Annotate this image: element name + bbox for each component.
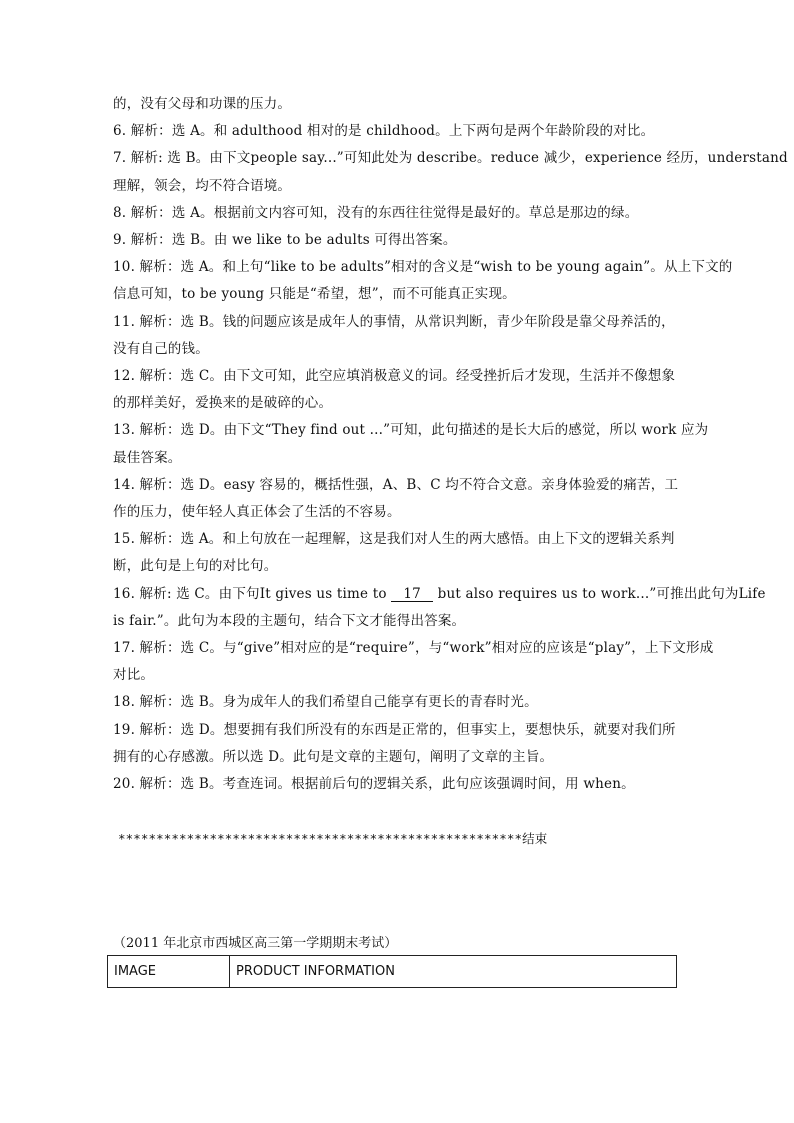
text-segment: but also requires us to work...”可推出此句为Life [433,585,766,602]
text-segment: 16. 解析: 选 C。由下句It gives us time to [113,585,392,602]
text-line: 6. 解析：选 A。和 adulthood 相对的是 childhood。上下两句是两个年龄阶段的对比。 [113,123,655,140]
table-header-product-info: PRODUCT INFORMATION [230,956,677,988]
text-line: 20. 解析：选 B。考查连词。根据前后句的逻辑关系，此句应该强调时间，用 when。 [113,776,635,792]
exam-caption: （2011 年北京市西城区高三第一学期期末考试） [113,936,398,951]
text-line: 理解，领会，均不符合语境。 [113,177,292,194]
text-line: 11. 解析：选 B。钱的问题应该是成年人的事情，从常识判断，青少年阶段是靠父母养活的， [113,313,675,330]
text-line: 的那样美好，爱换来的是破碎的心。 [113,395,333,412]
text-line: 12. 解析：选 C。由下文可知，此空应填消极意义的词。经受挫折后才发现，生活并不像想象 [113,368,676,384]
text-line: 17. 解析：选 C。与“give”相对应的是“require”，与“work”相对应的应该是“play”，上下文形成 [113,640,714,656]
text-line: 19. 解析：选 D。想要拥有我们所没有的东西是正常的，但事实上，要想快乐，就要对我们所 [113,721,676,738]
text-line: 作的压力，使年轻人真正体会了生活的不容易。 [113,504,401,520]
text-line: 7. 解析: 选 B。由下文people say...”可知此处为 describe。reduce 减少，experience 经历，understand [113,150,788,167]
text-line: 18. 解析：选 B。身为成年人的我们希望自己能享有更长的青春时光。 [113,694,538,711]
text-line: 断，此句是上句的对比句。 [113,558,278,575]
text-line: 的，没有父母和功课的压力。 [113,96,292,112]
end-marker: *****************************************************结束 [118,831,548,846]
text-line: 14. 解析：选 D。easy 容易的，概括性强，A、B、C 均不符合文意。亲身体验爱的痛苦，工 [113,476,679,493]
text-line [113,585,766,603]
text-line: 13. 解析：选 D。由下文“They find out ...”可知，此句描述的是长大后的感觉，所以 work 应为 [113,422,709,439]
text-line: is fair.”。此句为本段的主题句，结合下文才能得出答案。 [113,612,466,629]
text-line: 信息可知，to be young 只能是“希望，想”，而不可能真正实现。 [113,286,516,303]
text-line: 9. 解析：选 B。由 we like to be adults 可得出答案。 [113,232,457,248]
table-row [108,956,677,988]
text-line: 最佳答案。 [113,449,182,466]
text-line: 15. 解析：选 A。和上句放在一起理解，这是我们对人生的两大感悟。由上下文的逻辑关系判 [113,531,675,548]
text-line: 对比。 [113,667,155,684]
table-header-image: IMAGE [108,956,230,988]
product-table [107,955,677,988]
text-line: 10. 解析：选 A。和上句“like to be adults”相对的含义是“wish to be young again”。从上下文的 [113,259,733,276]
blank-number: 17 [391,587,433,602]
text-line: 拥有的心存感激。所以选 D。此句是文章的主题句，阐明了文章的主旨。 [113,748,554,765]
text-line: 没有自己的钱。 [113,340,209,357]
text-line: 8. 解析：选 A。根据前文内容可知，没有的东西往往觉得是最好的。草总是那边的绿。 [113,204,639,221]
